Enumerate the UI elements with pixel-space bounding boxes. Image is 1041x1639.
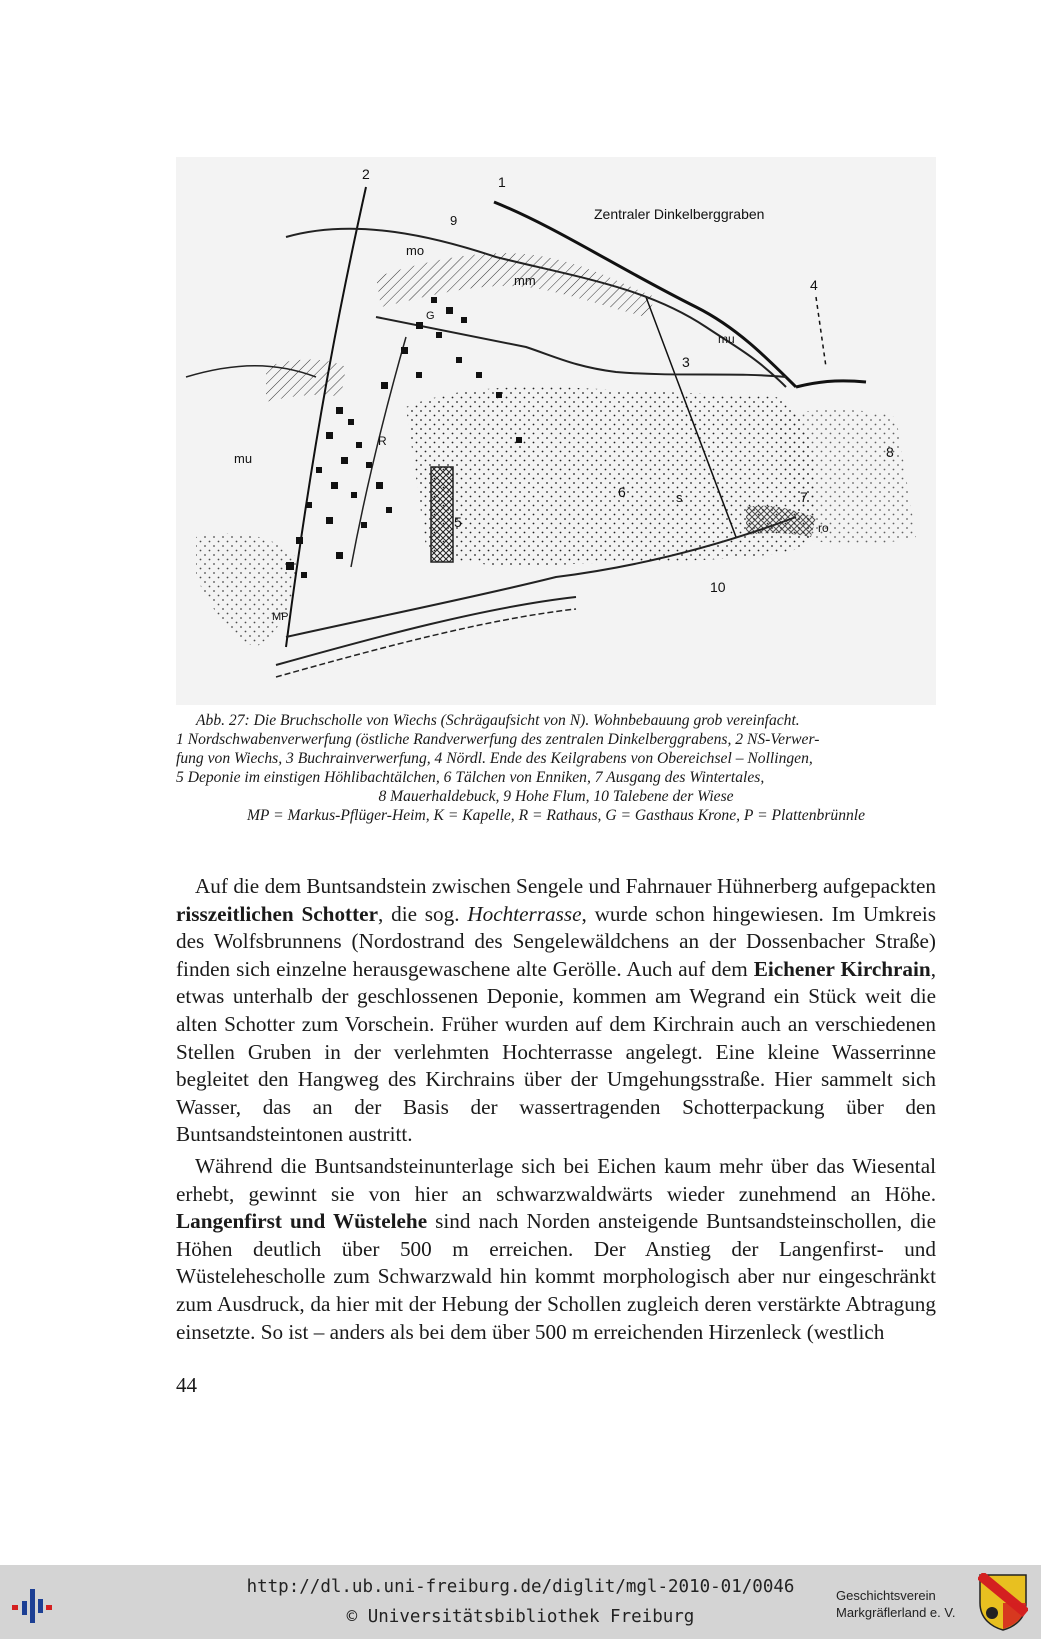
map-label-ro: ro (818, 521, 829, 535)
geological-map-figure (176, 157, 936, 705)
caption-line-3: fung von Wiechs, 3 Buchrainverwerfung, 4 Nördl. Ende des Keilgrabens von Obereichsel – Nollingen, (176, 749, 813, 767)
caption-line-6: MP = Markus-Pflüger-Heim, K = Kapelle, R = Rathaus, G = Gasthaus Krone, P = Plattenbrünnle (246, 806, 866, 824)
text-span: , die sog. (377, 901, 468, 926)
paragraph-2 (176, 1153, 936, 1346)
map-label-mu-2: mu (234, 451, 253, 466)
society-name (836, 1587, 986, 1621)
map-label-4: 4 (810, 277, 818, 293)
caption-line-5: 8 Mauerhaldebuck, 9 Hohe Flum, 10 Talebene der Wiese (378, 787, 734, 805)
bold-term: risszeitlichen Schotter (176, 901, 378, 926)
viewer-footer (0, 1565, 1041, 1639)
society-line-1: Geschichtsverein (836, 1588, 936, 1603)
map-label-2: 2 (362, 166, 370, 182)
map-label-8: 8 (886, 444, 894, 460)
document-url-link[interactable]: http://dl.ub.uni-freiburg.de/diglit/mgl-2010-01/0046 (246, 1577, 795, 1597)
figure-caption (176, 712, 936, 825)
map-label-G: G (426, 310, 435, 322)
map-label-s: s (676, 490, 683, 505)
map-label-7: 7 (800, 489, 808, 505)
map-label-mu-1: mu (718, 332, 735, 346)
text-span: Auf die dem Buntsandstein zwischen Sengele und Fahrnauer Hühnerberg aufgepackten (195, 874, 936, 898)
caption-line-2: 1 Nordschwabenverwerfung (östliche Randverwerfung des zentralen Dinkelberggrabens, 2 NS-Verwer- (176, 730, 820, 748)
map-label-5: 5 (454, 514, 462, 530)
map-label-9: 9 (450, 213, 458, 228)
society-line-2: Markgräflerland e. V. (836, 1605, 956, 1620)
map-label-6: 6 (618, 484, 626, 500)
text-span: Während die Buntsandsteinunterlage sich bei Eichen kaum mehr über das Wiesental erhebt, gewinnt sie von hier an schwarzwaldwärts wieder zunehmend an Höhe. (176, 1153, 936, 1206)
map-label-mo: mo (406, 243, 425, 258)
body-text (176, 873, 936, 1346)
map-label-MP: MP (272, 611, 289, 623)
paragraph-1 (176, 873, 936, 1149)
map-label-3: 3 (682, 354, 690, 370)
map-label-graben: Zentraler Dinkelberggraben (594, 206, 765, 222)
map-label-1: 1 (498, 174, 506, 190)
bold-term: Langenfirst und Wüstelehe (176, 1209, 428, 1234)
page-number: 44 (176, 1373, 197, 1397)
text-span: , wurde schon hingewiesen. Im Umkreis des Wolfsbrunnens (Nordostrand des Sengelewäldchens an der Dossenbacher Straße) finden sich einzelne herausgewaschene alte Gerölle. Auch auf dem (176, 901, 936, 981)
map-label-R: R (378, 434, 387, 448)
map-label-mm: mm (514, 273, 536, 288)
bold-term: Eichener Kirchrain (753, 956, 931, 981)
caption-line-4: 5 Deponie im einstigen Höhlibachtälchen, 6 Tälchen von Enniken, 7 Ausgang des Wintertales, (176, 768, 765, 786)
copyright-notice: © Universitätsbibliothek Freiburg (346, 1607, 695, 1627)
caption-line-1: Abb. 27: Die Bruchscholle von Wiechs (Schrägaufsicht von N). Wohnbebauung grob vereinfacht. (196, 712, 800, 729)
text-span: , etwas unterhalb der geschlossenen Deponie, kommen am Wegrand ein Stück weit die alten Schotter zum Vorschein. Früher wurden auf dem Kirchrain auch an verschiedenen Stellen Gruben in der verlehmten Hochterrasse angelegt. Eine kleine Wasserrinne begleitet den Hangweg des Kirchrains über der Umgehungsstraße. Hier sammelt sich Wasser, das an der Basis der wassertragenden Schotterpackung über den Buntsandsteintonen austritt. (176, 956, 936, 1147)
map-label-10: 10 (710, 579, 726, 595)
italic-term: Hochterrasse (467, 901, 582, 926)
coat-of-arms-icon (978, 1573, 1028, 1631)
text-span: sind nach Norden ansteigende Buntsandsteinschollen, die Höhen deutlich über 500 m erreichen. Der Anstieg der Langenfirst- und Wüstelehescholle zum Schwarzwald hin kommt morphologisch aber nur eingeschränkt zum Ausdruck, da hier mit der Hebung der Schollen zugleich deren verstärkte Abtragung einsetzte. So ist – anders als bei dem über 500 m erreichenden Hirzenleck (westlich (176, 1209, 937, 1344)
